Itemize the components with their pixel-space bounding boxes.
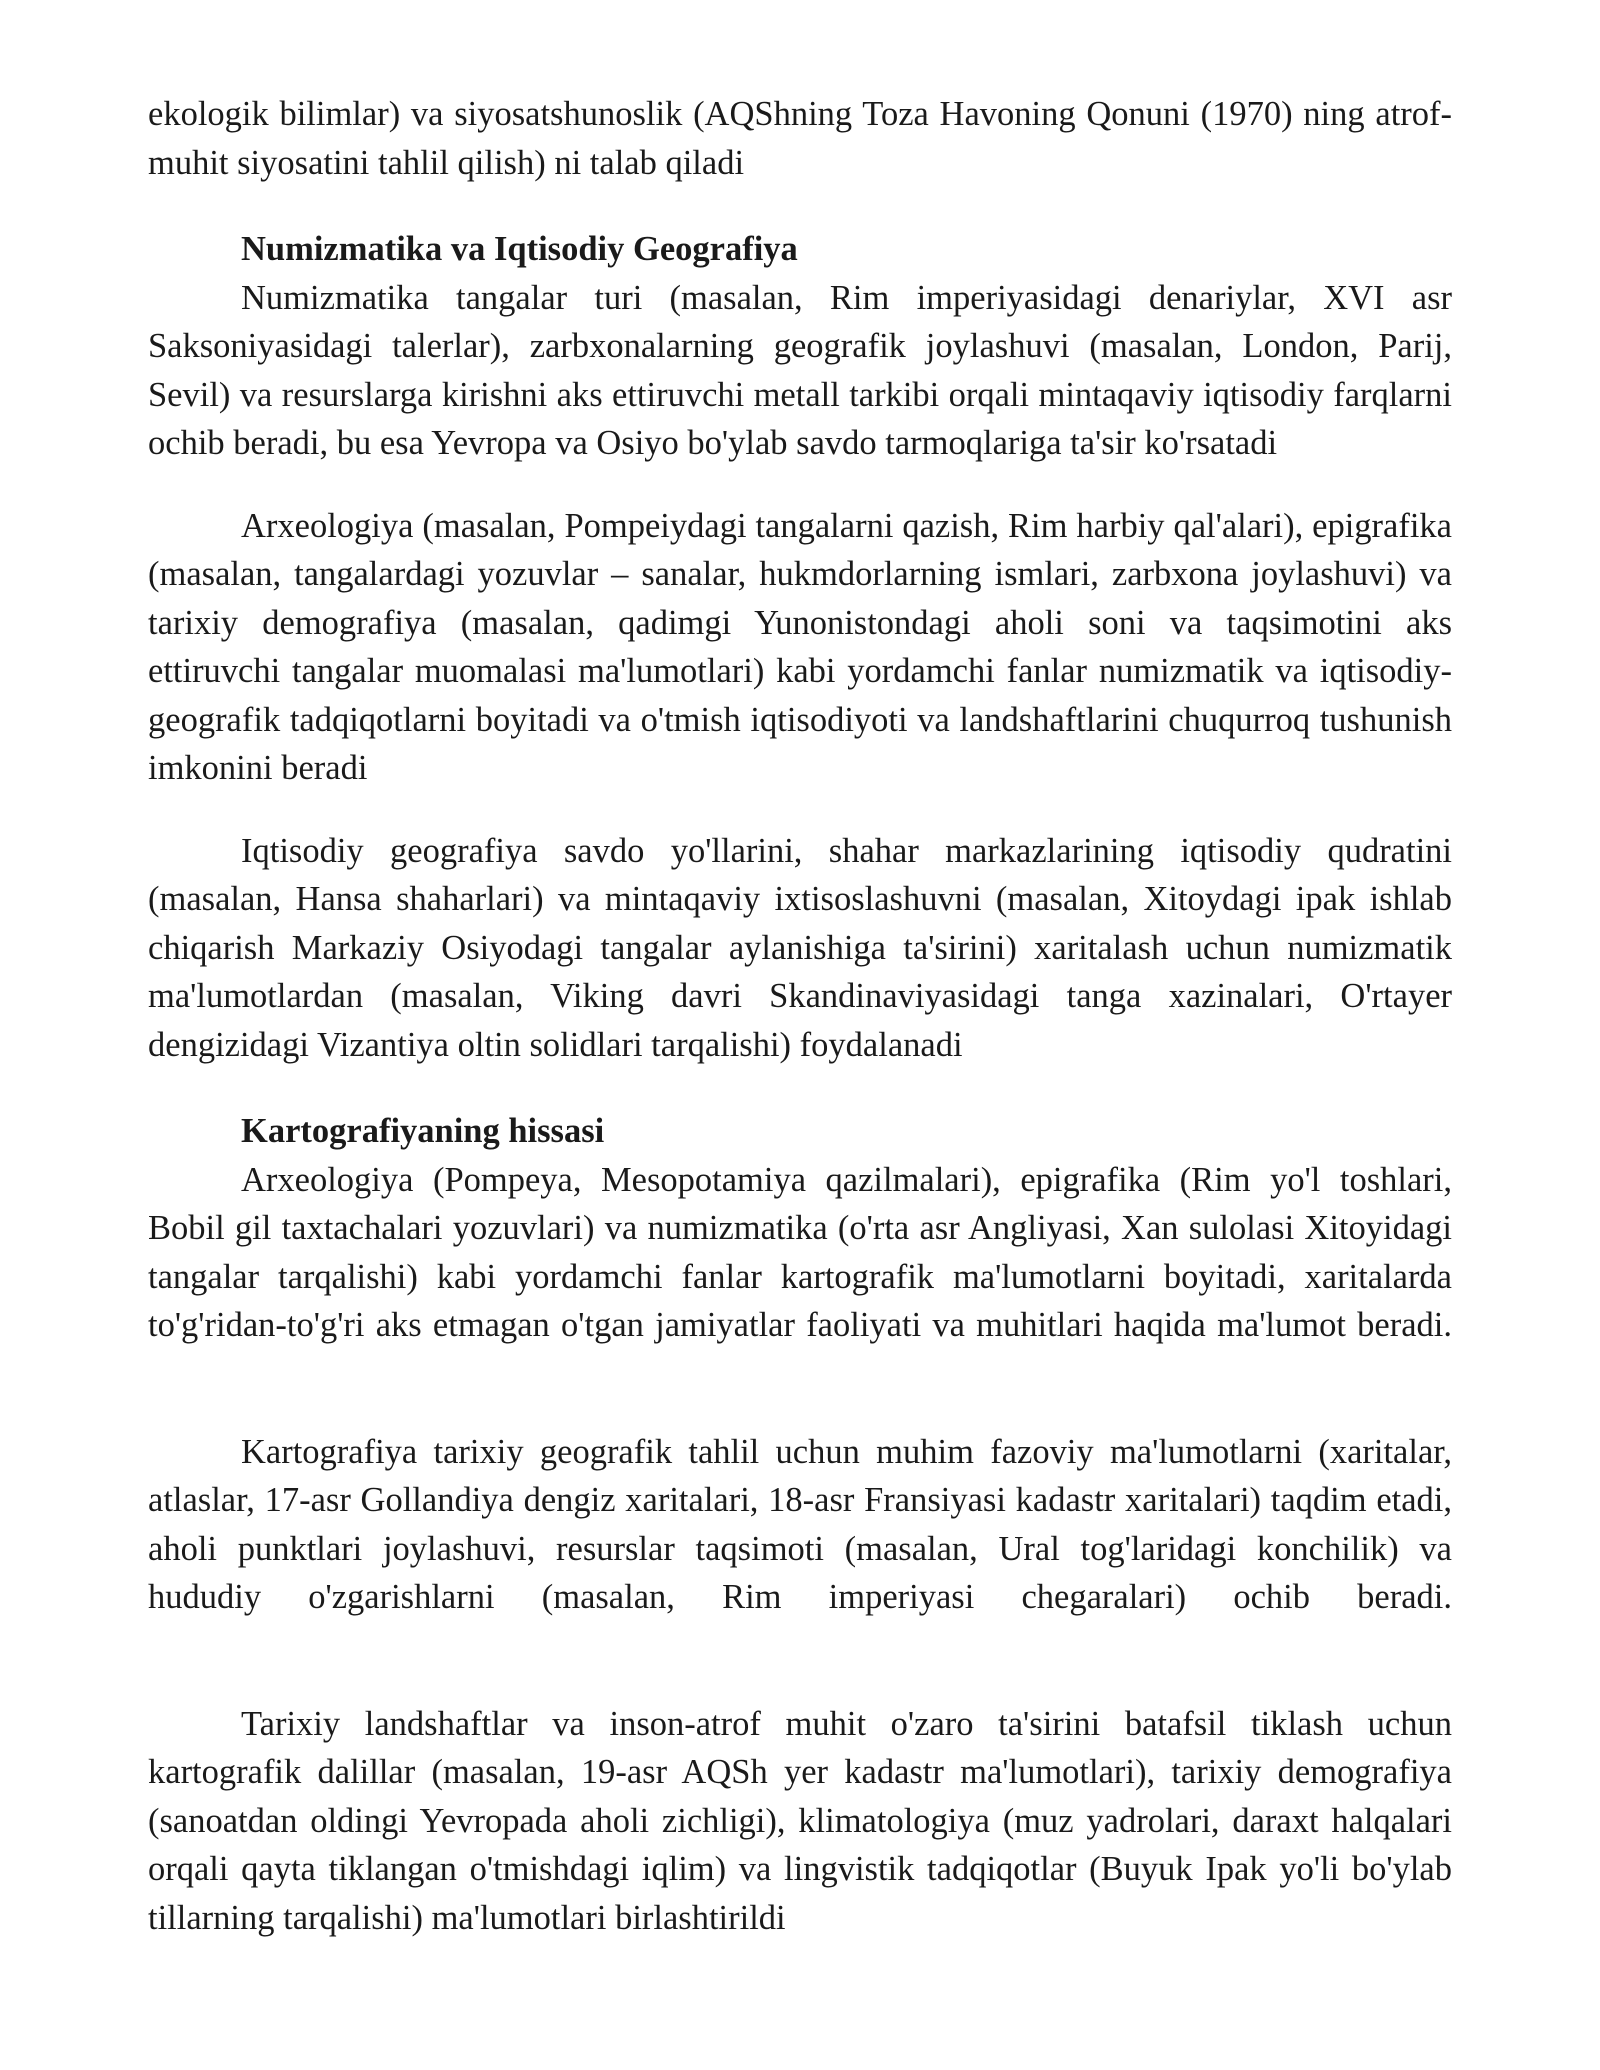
paragraph-numismatics-1: Numizmatika tangalar turi (masalan, Rim imperiyasidagi denariylar, XVI asr Saksoniyasidagi talerlar), zarbxonalarning geografik joylashuvi (masalan, London, Parij, Sevil) va resurslarga kirishni aks ettiruvchi metall tarkibi orqali mintaqaviy iqtisodiy farqlarni ochib beradi, bu esa Yevropa va Osiyo bo'ylab savdo tarmoqlariga ta'sir ko'rsatadi (148, 278, 1452, 462)
paragraph-numismatics-3: Iqtisodiy geografiya savdo yo'llarini, shahar markazlarining iqtisodiy qudratini (masalan, Hansa shaharlari) va mintaqaviy ixtisoslashuvni (masalan, Xitoydagi ipak ishlab chiqarish Markaziy Osiyodagi tangalar aylanishiga ta'sirini) xaritalash uchun numizmatik ma'lumotlardan (masalan, Viking davri Skandinaviyasidagi tanga xazinalari, O'rtayer dengizidagi Vizantiya oltin solidlari tarqalishi) foydalanadi (148, 831, 1452, 1064)
paragraph-cartography-3: Tarixiy landshaftlar va inson-atrof muhit o'zaro ta'sirini batafsil tiklash uchun kartografik dalillar (masalan, 19-asr AQSh yer kadastr ma'lumotlari), tarixiy demografiya (sanoatdan oldingi Yevropada aholi zichligi), klimatologiya (muz yadrolari, daraxt halqalari orqali qayta tiklangan o'tmishdagi iqlim) va lingvistik tadqiqotlar (Buyuk Ipak yo'li bo'ylab tillarning tarqalishi) ma'lumotlari birlashtirildi (148, 1704, 1452, 1937)
section-heading-numismatics: Numizmatika va Iqtisodiy Geografiya (241, 230, 798, 268)
paragraph-cartography-1: Arxeologiya (Pompeya, Mesopotamiya qazilmalari), epigrafika (Rim yo'l toshlari, Bobil gil taxtachalari yozuvlari) va numizmatika (o'rta asr Angliyasi, Xan sulolasi Xitoyidagi tangalar tarqalishi) kabi yordamchi fanlar kartografik ma'lumotlarni boyitadi, xaritalarda to'g'ridan-to'g'ri aks etmagan o'tgan jamiyatlar faoliyati va muhitlari haqida ma'lumot beradi. (148, 1160, 1452, 1344)
document-page (148, 90, 1452, 1942)
paragraph-numismatics-2: Arxeologiya (masalan, Pompeiydagi tangalarni qazish, Rim harbiy qal'alari), epigrafika (masalan, tangalardagi yozuvlar – sanalar, hukmdorlarning ismlari, zarbxona joylashuvi) va tarixiy demografiya (masalan, qadimgi Yunonistondagi aholi soni va taqsimotini aks ettiruvchi tangalar muomalasi ma'lumotlari) kabi yordamchi fanlar numizmatik va iqtisodiy-geografik tadqiqotlarni boyitadi va o'tmish iqtisodiyoti va landshaftlarini chuqurroq tushunish imkonini beradi (148, 506, 1452, 787)
paragraph-intro: ekologik bilimlar) va siyosatshunoslik (AQShning Toza Havoning Qonuni (1970) ning atrof-muhit siyosatini tahlil qilish) ni talab qiladi (148, 95, 1452, 182)
paragraph-cartography-2: Kartografiya tarixiy geografik tahlil uchun muhim fazoviy ma'lumotlarni (xaritalar, atlaslar, 17-asr Gollandiya dengiz xaritalari, 18-asr Fransiyasi kadastr xaritalari) taqdim etadi, aholi punktlari joylashuvi, resurslar taqsimoti (masalan, Ural tog'laridagi konchilik) va hududiy o'zgarishlarni (masalan, Rim imperiyasi chegaralari) ochib beradi. (148, 1432, 1452, 1616)
section-heading-cartography: Kartografiyaning hissasi (241, 1112, 605, 1150)
